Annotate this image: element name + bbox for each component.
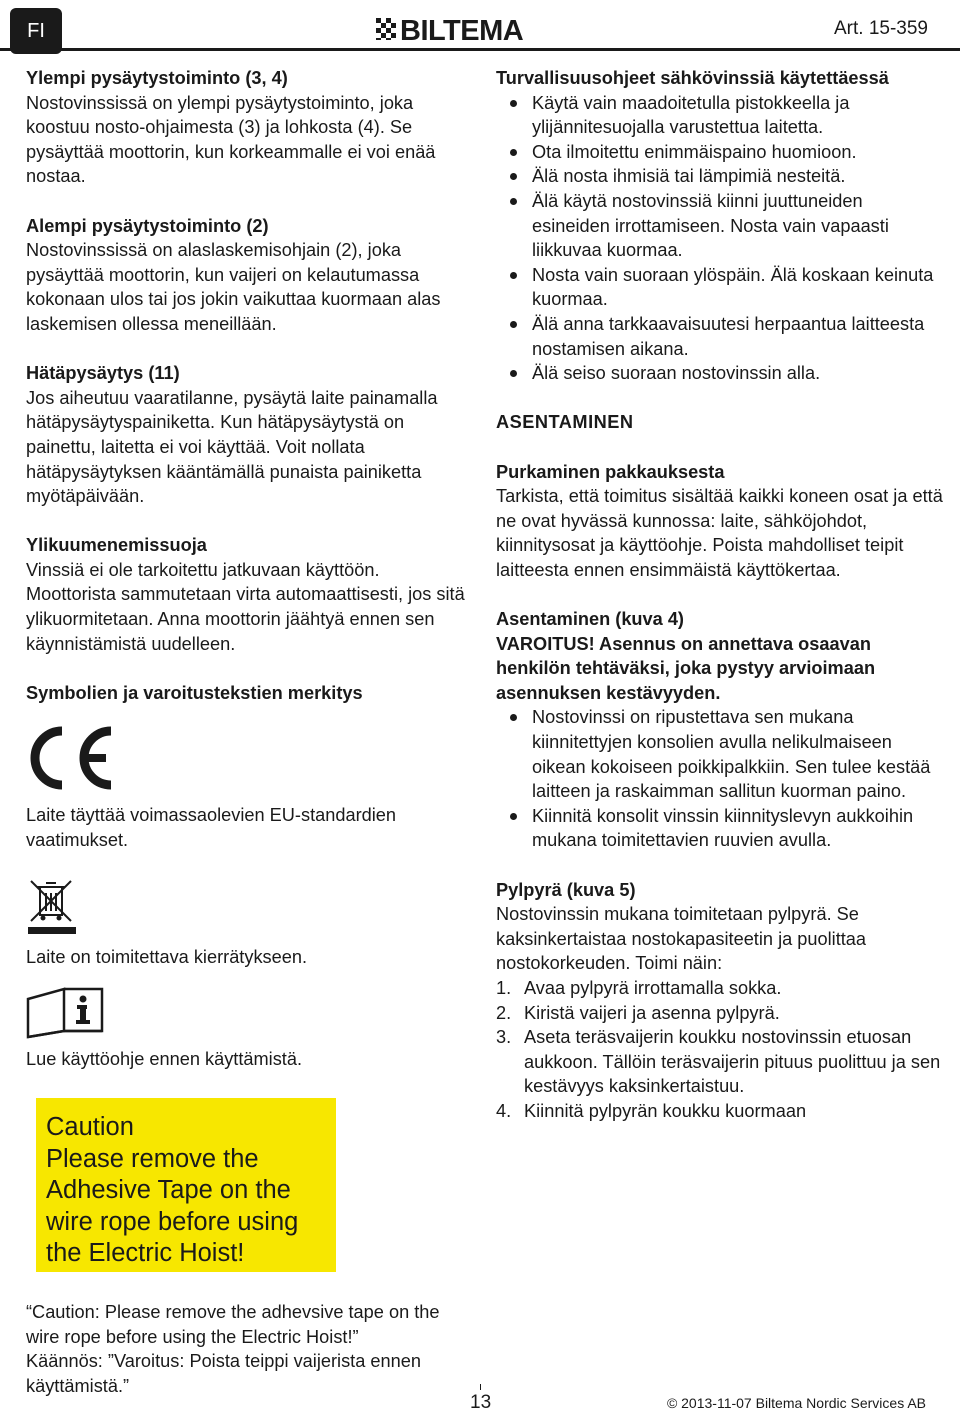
- manual-text: Lue käyttöohje ennen käyttämistä.: [26, 1049, 303, 1070]
- safety-title: Turvallisuusohjeet sähkövinssiä käytettäessä: [496, 68, 889, 88]
- list-item: Nosta vain suoraan ylöspäin. Älä koskaan keinuta kuormaa.: [496, 263, 944, 312]
- step-item: [496, 1001, 944, 1026]
- upper-stop-text: Nostovinssissä on ylempi pysäytystoiminto, joka koostuu nosto-ohjaimesta (3) ja lohkosta (4). Se pysäyttää moottorin, kun korkeammalle ei voi enää nostaa.: [26, 92, 436, 187]
- left-column: [26, 66, 466, 1072]
- emergency-text: Jos aiheutuu vaaratilanne, pysäytä laite painamalla hätäpysäytyspainiketta. Kun hätäpysäytystä on painettu, laitetta ei voi käyttää. Voit nollata hätäpysäytyksen kääntämällä punaista painiketta myötäpäivään.: [26, 387, 438, 507]
- lower-stop-section: [26, 214, 466, 337]
- caution-quote: “Caution: Please remove the adhevsive tape on the wire rope before using the Electric Hoist!”: [26, 1302, 440, 1347]
- caution-line: Adhesive Tape on the: [46, 1176, 291, 1204]
- emergency-title: Hätäpysäytys (11): [26, 363, 180, 384]
- symbols-title: Symbolien ja varoitustekstien merkitys: [26, 682, 363, 703]
- list-item: Nostovinssi on ripustettava sen mukana kiinnitettyjen konsolien avulla nelikulmaiseen oikean kokoiseen poikkipalkkiin. Sen tulee kestää laitteen ja raskaimman sallitun kuorman paino.: [496, 705, 944, 803]
- safety-section: [496, 66, 944, 386]
- list-item: Kiinnitä konsolit vinssin kiinnityslevyn aukkoihin mukana toimitettavien ruuvien avulla.: [496, 804, 944, 853]
- mounting-warning: VAROITUS! Asennus on annettava osaavan henkilön tehtäväksi, joka pystyy arvioimaan asennuksen kestävyyden.: [496, 633, 876, 703]
- step-item: [496, 1025, 944, 1099]
- step-number: 1.: [496, 977, 512, 998]
- overload-title: Ylikuumenemissuoja: [26, 535, 207, 556]
- caution-line: wire rope before using: [46, 1207, 299, 1236]
- unpacking-title: Purkaminen pakkauksesta: [496, 461, 725, 482]
- step-text: Avaa pylpyrä irrottamalla sokka.: [524, 977, 782, 998]
- ce-text: Laite täyttää voimassaolevien EU-standardien vaatimukset.: [26, 805, 397, 851]
- caution-sticker: [36, 1098, 336, 1272]
- unpacking-text: Tarkista, että toimitus sisältää kaikki koneen osat ja että ne ovat hyvässä kunnossa: laite, sähköjohdot, kiinnitysosat ja käyttöohje. Poista mahdolliset teipit laitteesta ennen ensimmäistä käyttökertaa.: [496, 486, 943, 580]
- caution-line: Caution: [46, 1113, 134, 1141]
- caution-text: [46, 1112, 298, 1270]
- step-number: 2.: [496, 1002, 512, 1023]
- read-manual-icon: [26, 987, 106, 1039]
- weee-text: Laite on toimitettava kierrätykseen.: [26, 946, 308, 967]
- pulley-section: [496, 878, 944, 1124]
- step-item: [496, 1099, 944, 1124]
- step-item: [496, 976, 944, 1001]
- mounting-title: Asentaminen (kuva 4): [496, 609, 684, 630]
- list-item: Älä seiso suoraan nostovinssin alla.: [496, 361, 944, 386]
- list-item: Ota ilmoitettu enimmäispaino huomioon.: [496, 140, 944, 165]
- list-item: Käytä vain maadoitetulla pistokkeella ja ylijännitesuojalla varustettua laitetta.: [496, 91, 944, 140]
- overload-text: Vinssiä ei ole tarkoitettu jatkuvaan käyttöön. Moottorista sammutetaan virta automaattisesti, jos sitä ylikuormitetaan. Anna moottorin jäähtyä ennen sen käynnistämistä uudelleen.: [26, 559, 465, 654]
- pulley-title: Pylpyrä (kuva 5): [496, 879, 636, 900]
- list-item: Älä käytä nostovinssiä kiinni juuttuneiden esineiden irrottamiseen. Nosta vain vapaasti liikkuvaa kuormaa.: [496, 189, 944, 263]
- caution-translation: [26, 1300, 476, 1398]
- weee-symbol-block: [26, 879, 466, 970]
- lower-stop-text: Nostovinssissä on alaslaskemisohjain (2), joka pysäyttää moottorin, kun vaijeri on kelautumassa kokonaan ulos tai jos jokin vaikuttaa kuormaan alas laskemisen ollessa meneillään.: [26, 240, 441, 334]
- header-divider: [0, 48, 960, 51]
- copyright: © 2013-11-07 Biltema Nordic Services AB: [666, 1395, 926, 1411]
- page-number-tick: [480, 1384, 481, 1390]
- caution-line: Please remove the: [46, 1144, 259, 1173]
- pulley-steps: [496, 976, 944, 1124]
- mounting-list: [496, 705, 944, 853]
- list-item: Älä nosta ihmisiä tai lämpimiä nesteitä.: [496, 164, 944, 189]
- step-text: Kiinnitä pylpyrän koukku kuormaan: [524, 1100, 807, 1121]
- symbols-section: [26, 681, 466, 1072]
- caution-finnish: Käännös: ”Varoitus: Poista teippi vaijerista ennen käyttämistä.”: [26, 1351, 421, 1396]
- language-badge: FI: [10, 8, 62, 54]
- mounting-section: [496, 607, 944, 853]
- pulley-text: Nostovinssin mukana toimitetaan pylpyrä. Se kaksinkertaistaa nostokapasiteetin ja puolittaa nostokorkeuden. Toimi näin:: [496, 904, 867, 974]
- right-column: [496, 66, 944, 1124]
- caution-line: the Electric Hoist!: [46, 1239, 245, 1267]
- upper-stop-section: [26, 66, 466, 189]
- emergency-section: [26, 361, 466, 509]
- biltema-logo: [376, 14, 582, 44]
- safety-list: [496, 91, 944, 386]
- unpacking-section: [496, 460, 944, 583]
- page-number: 13: [470, 1392, 492, 1413]
- ce-symbol-block: [26, 725, 466, 852]
- step-text: Kiristä vaijeri ja asenna pylpyrä.: [524, 1002, 780, 1023]
- lower-stop-title: Alempi pysäytystoiminto (2): [26, 215, 269, 236]
- overload-section: [26, 533, 466, 656]
- manual-symbol-block: [26, 987, 466, 1072]
- list-item: Älä anna tarkkaavaisuutesi herpaantua laitteesta nostamisen aikana.: [496, 312, 944, 361]
- upper-stop-title: Ylempi pysäytystoiminto (3, 4): [26, 68, 288, 88]
- step-number: 4.: [496, 1100, 512, 1121]
- recycle-bin-icon: [26, 879, 80, 935]
- assembly-heading: ASENTAMINEN: [496, 412, 634, 433]
- step-number: 3.: [496, 1027, 512, 1048]
- step-text: Aseta teräsvaijerin koukku nostovinssin etuosan aukkoon. Tällöin teräsvaijerin pituus puolittuu ja sen kestävyys kaksinkertaistuu.: [524, 1027, 941, 1097]
- ce-mark-icon: [26, 725, 116, 791]
- svg-text:BILTEMA: BILTEMA: [400, 15, 524, 44]
- article-number: Art. 15-359: [834, 18, 928, 39]
